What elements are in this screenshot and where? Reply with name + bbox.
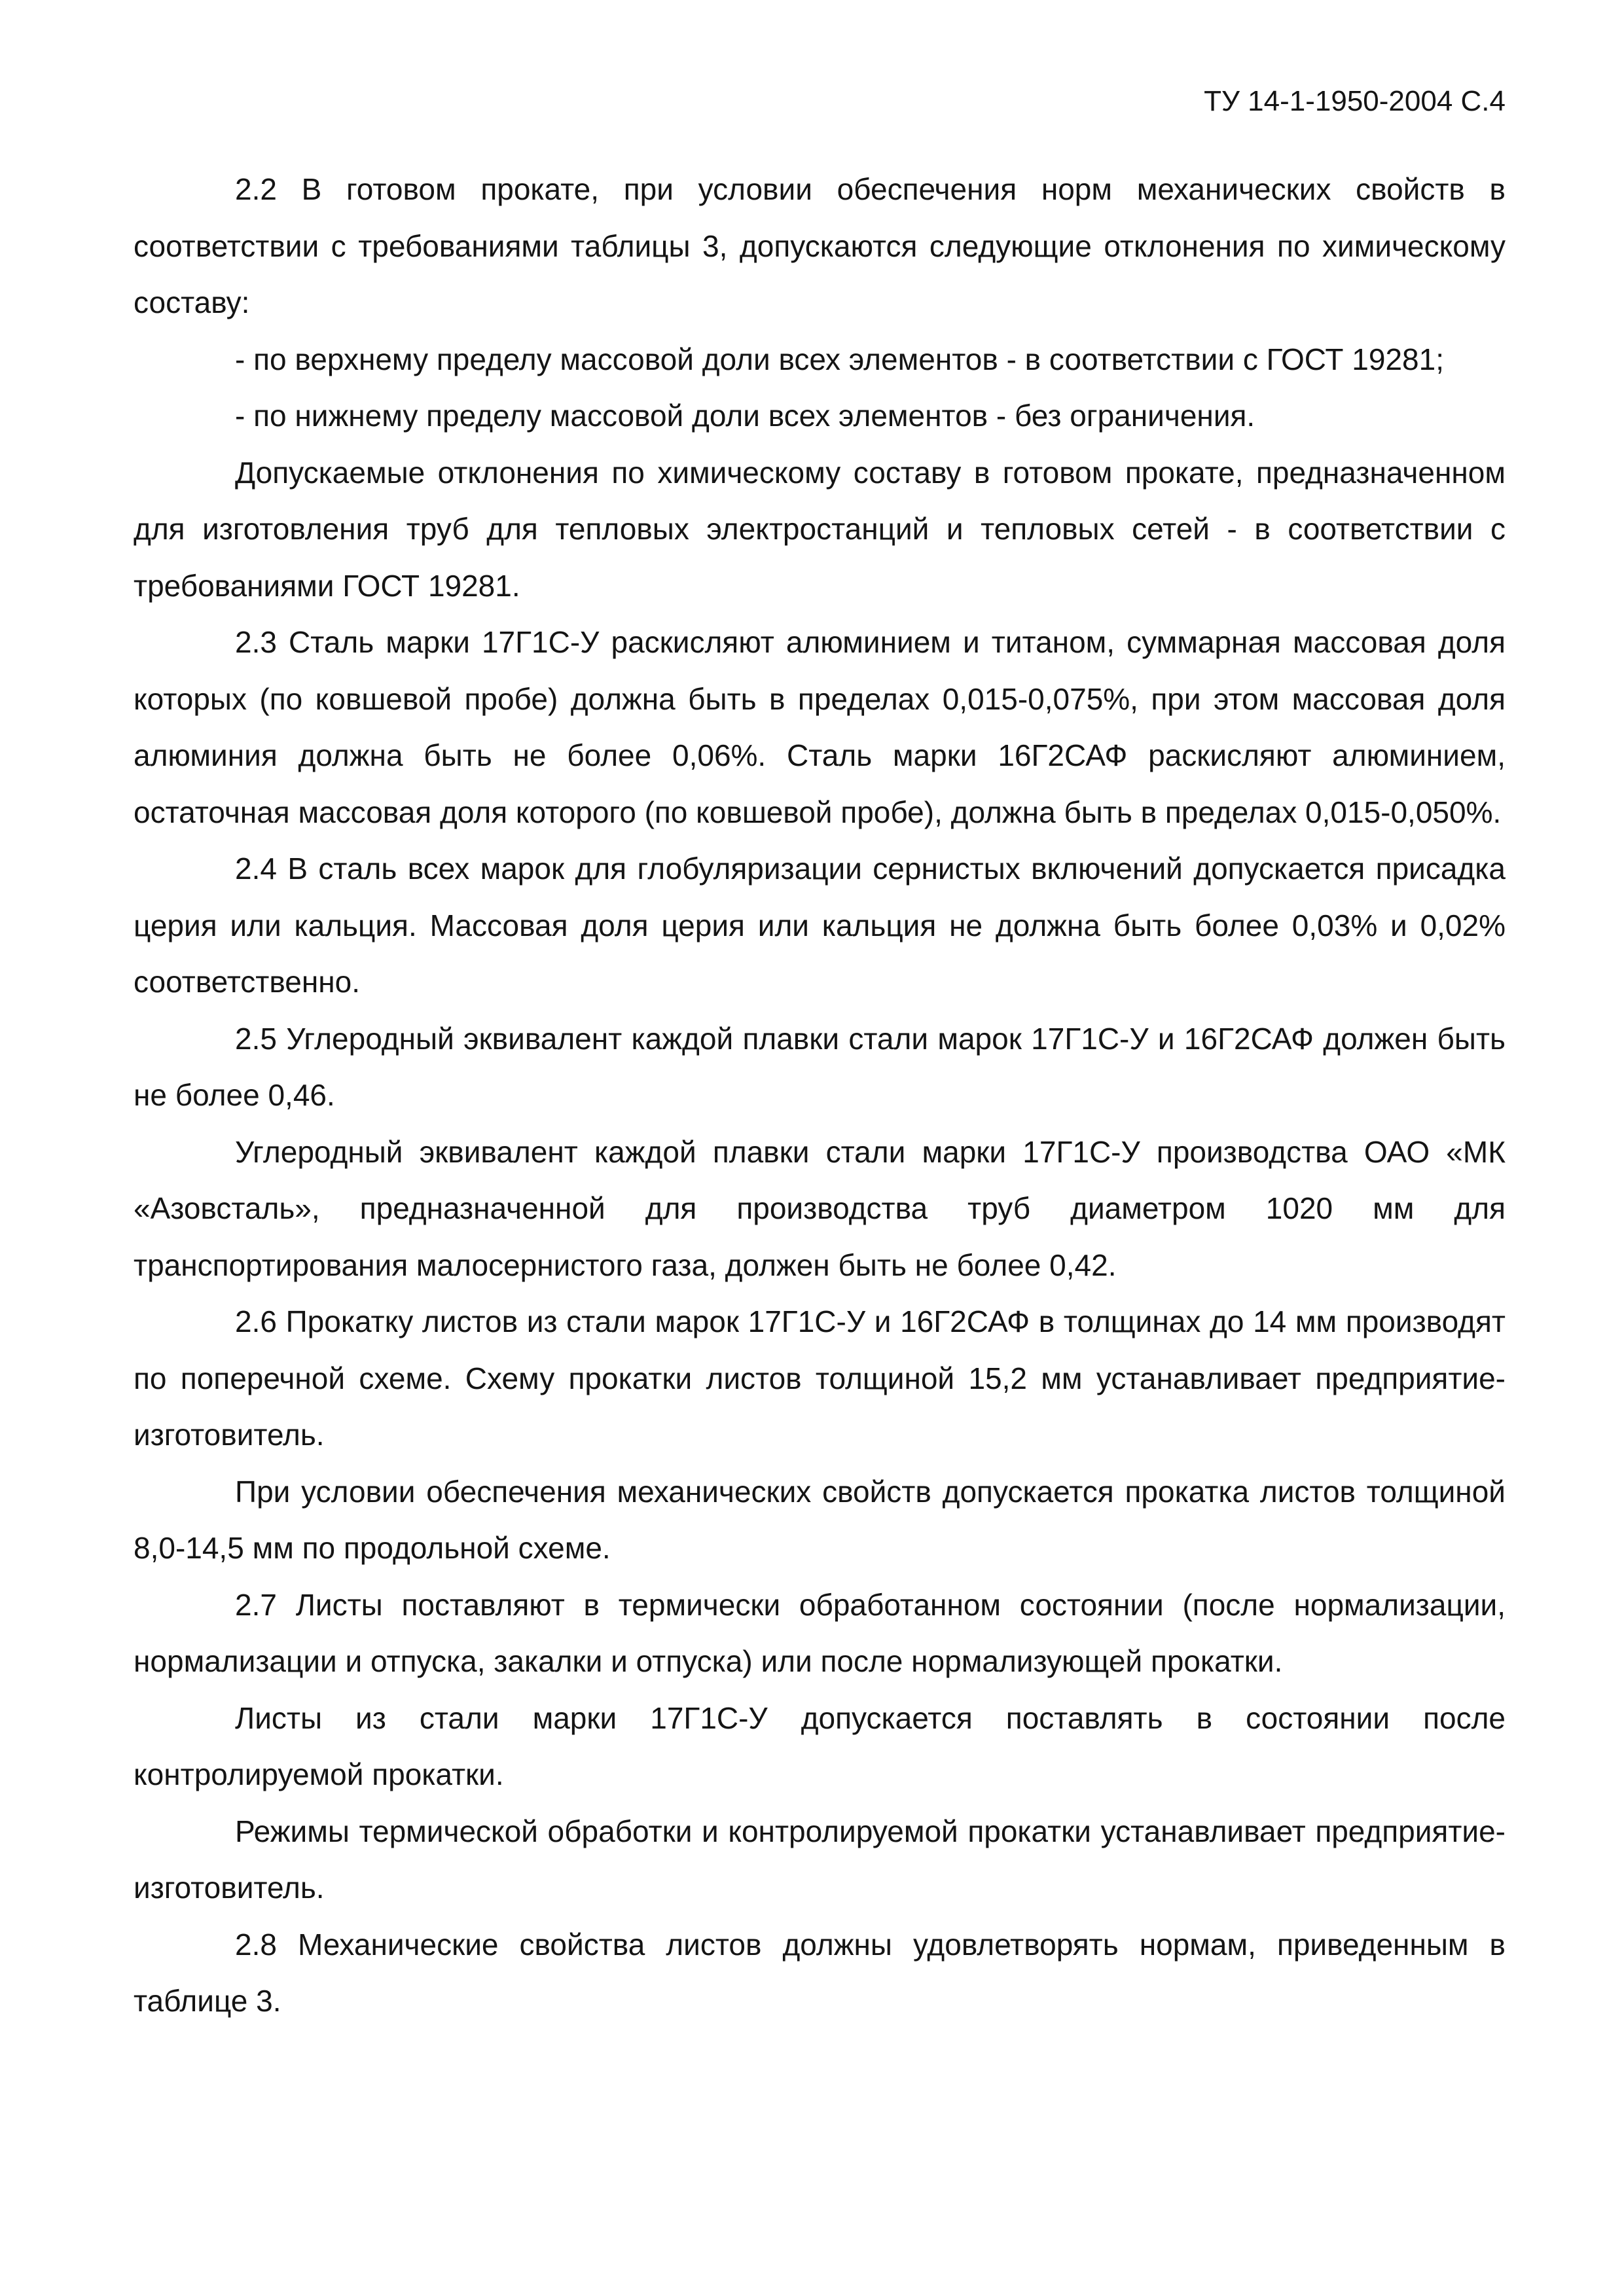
paragraph-controlled-rolling: Листы из стали марки 17Г1С-У допускается поставлять в состоянии после контролируемой прокатки. [134, 1700, 1506, 1791]
paragraph-2-5: 2.5 Углеродный эквивалент каждой плавки стали марок 17Г1С-У и 16Г2САФ должен быть не более 0,46. [134, 1021, 1506, 1112]
paragraph-2-8: 2.8 Механические свойства листов должны удовлетворять нормам, приведенным в таблице 3. [134, 1927, 1506, 2018]
paragraph-carbon-equivalent-azovstal: Углеродный эквивалент каждой плавки стали марки 17Г1С-У производства ОАО «МК «Азовсталь», предназначенной для производства труб диаметром 1020 мм для транспортирования малосернистого газа, должен быть не более 0,42. [134, 1134, 1506, 1282]
paragraph-2-7: 2.7 Листы поставляют в термически обработанном состоянии (после нормализации, нормализации и отпуска, закалки и отпуска) или после нормализующей прокатки. [134, 1587, 1506, 1678]
paragraph-upper-limit: - по верхнему пределу массовой доли всех элементов - в соответствии с ГОСТ 19281; [235, 342, 1444, 376]
paragraph-2-3: 2.3 Сталь марки 17Г1С-У раскисляют алюминием и титаном, суммарная массовая доля которых (по ковшевой пробе) должна быть в пределах 0,015-0,075%, при этом массовая доля алюминия должна быть не более 0,06%. Сталь марки 16Г2САФ раскисляют алюминием, остаточная массовая доля которого (по ковшевой пробе), должна быть в пределах 0,015-0,050%. [134, 625, 1506, 829]
page-header-doc-code: ТУ 14-1-1950-2004 С.4 [1204, 85, 1506, 117]
paragraph-2-2: 2.2 В готовом прокате, при условии обеспечения норм механических свойств в соответствии с требованиями таблицы 3, допускаются следующие отклонения по химическому составу: [134, 172, 1506, 319]
paragraph-heat-treatment-modes: Режимы термической обработки и контролируемой прокатки устанавливает предприятие-изготовитель. [134, 1814, 1506, 1905]
paragraph-2-6: 2.6 Прокатку листов из стали марок 17Г1С-У и 16Г2САФ в толщинах до 14 мм производят по поперечной схеме. Схему прокатки листов толщиной 15,2 мм устанавливает предприятие-изготовитель. [134, 1304, 1506, 1452]
paragraph-permissible-deviations: Допускаемые отклонения по химическому составу в готовом прокате, предназначенном для изготовления труб для тепловых электростанций и тепловых сетей - в соответствии с требованиями ГОСТ 19281. [134, 455, 1506, 603]
paragraph-longitudinal-rolling: При условии обеспечения механических свойств допускается прокатка листов толщиной 8,0-14,5 мм по продольной схеме. [134, 1474, 1506, 1565]
document-body [134, 161, 1506, 2030]
paragraph-lower-limit: - по нижнему пределу массовой доли всех элементов - без ограничения. [235, 399, 1255, 433]
paragraph-2-4: 2.4 В сталь всех марок для глобуляризации сернистых включений допускается присадка церия или кальция. Массовая доля церия или кальция не должна быть более 0,03% и 0,02% соответственно. [134, 852, 1506, 999]
